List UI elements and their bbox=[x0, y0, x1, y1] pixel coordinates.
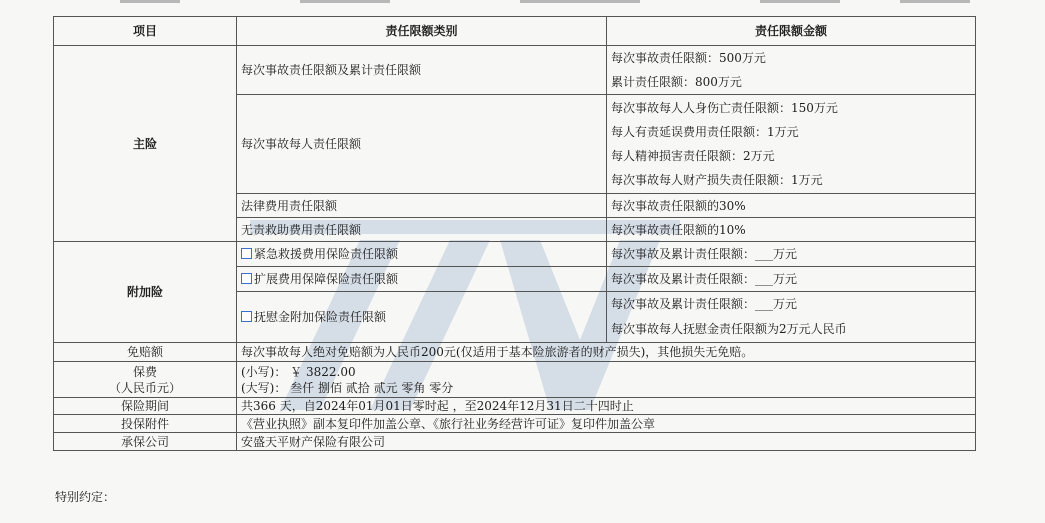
premium-value bbox=[237, 362, 976, 398]
amount-line: 每次事故每人财产损失责任限额：1万元 bbox=[611, 173, 823, 187]
amount-cell bbox=[607, 46, 976, 95]
premium-label-line: 保费 bbox=[132, 364, 157, 379]
category-cell bbox=[237, 292, 607, 343]
attachments-value: 《营业执照》副本复印件加盖公章、《旅行社业务经营许可证》复印件加盖公章 bbox=[237, 415, 976, 433]
category-cell: 每次事故责任限额及累计责任限额 bbox=[237, 46, 607, 95]
deductible-label: 免赔额 bbox=[54, 343, 237, 362]
amount-cell: 每次事故及累计责任限额：___万元 bbox=[607, 242, 976, 267]
header-category: 责任限额类别 bbox=[237, 17, 607, 46]
table-row bbox=[54, 46, 976, 95]
period-label: 保险期间 bbox=[54, 398, 237, 415]
table-header-row bbox=[54, 17, 976, 46]
checkbox[interactable] bbox=[241, 273, 252, 284]
premium-label-line: （人民币元） bbox=[108, 380, 181, 395]
table-row bbox=[54, 415, 976, 433]
insurer-value: 安盛天平财产保险有限公司 bbox=[237, 433, 976, 451]
deductible-value: 每次事故每人绝对免赔额为人民币200元(仅适用于基本险旅游者的财产损失)，其他损失无免赔。 bbox=[237, 343, 976, 362]
amount-line: 每人精神损害责任限额：2万元 bbox=[611, 149, 775, 163]
insurer-label: 承保公司 bbox=[54, 433, 237, 451]
amount-cell: 每次事故及累计责任限额：___万元 bbox=[607, 267, 976, 292]
header-item: 项目 bbox=[54, 17, 237, 46]
category-label: 紧急救援费用保险责任限额 bbox=[254, 247, 399, 261]
premium-label bbox=[54, 362, 237, 398]
category-cell: 每次事故每人责任限额 bbox=[237, 95, 607, 194]
amount-cell bbox=[607, 95, 976, 194]
main-insurance-label: 主险 bbox=[54, 46, 237, 242]
amount-cell: 每次事故责任限额的30% bbox=[607, 194, 976, 218]
category-cell bbox=[237, 242, 607, 267]
additional-insurance-label: 附加险 bbox=[54, 242, 237, 343]
period-value: 共366 天，自2024年01月01日零时起 ，至2024年12月31日二十四时止 bbox=[237, 398, 976, 415]
checkbox[interactable] bbox=[241, 311, 252, 322]
liability-table bbox=[53, 16, 976, 451]
amount-line: 每人有责延误费用责任限额：1万元 bbox=[611, 125, 799, 139]
table-row bbox=[54, 242, 976, 267]
amount-cell: 每次事故责任限额的10% bbox=[607, 218, 976, 242]
category-cell: 法律费用责任限额 bbox=[237, 194, 607, 218]
attachments-label: 投保附件 bbox=[54, 415, 237, 433]
table-row bbox=[54, 362, 976, 398]
special-agreement: 特别约定： bbox=[55, 490, 116, 504]
category-label: 抚慰金附加保险责任限额 bbox=[254, 310, 387, 324]
category-label: 扩展费用保障保险责任限额 bbox=[254, 272, 399, 286]
amount-cell bbox=[607, 292, 976, 343]
header-amount: 责任限额金额 bbox=[607, 17, 976, 46]
premium-upper: (大写)： 叁仟 捌佰 贰拾 贰元 零角 零分 bbox=[241, 380, 454, 395]
category-cell bbox=[237, 267, 607, 292]
checkbox[interactable] bbox=[241, 248, 252, 259]
table-row bbox=[54, 343, 976, 362]
table-row bbox=[54, 398, 976, 415]
amount-line: 每次事故每人人身伤亡责任限额：150万元 bbox=[611, 101, 838, 115]
table-row bbox=[54, 433, 976, 451]
top-scan-fragments bbox=[0, 0, 1045, 14]
amount-line: 累计责任限额：800万元 bbox=[611, 75, 742, 89]
category-cell: 无责救助费用责任限额 bbox=[237, 218, 607, 242]
amount-line: 每次事故及累计责任限额：___万元 bbox=[611, 297, 798, 311]
amount-line: 每次事故责任限额：500万元 bbox=[611, 51, 766, 65]
premium-lower: (小写)： ￥ 3822.00 bbox=[241, 364, 356, 379]
amount-line: 每次事故每人抚慰金责任限额为2万元人民币 bbox=[611, 322, 847, 336]
